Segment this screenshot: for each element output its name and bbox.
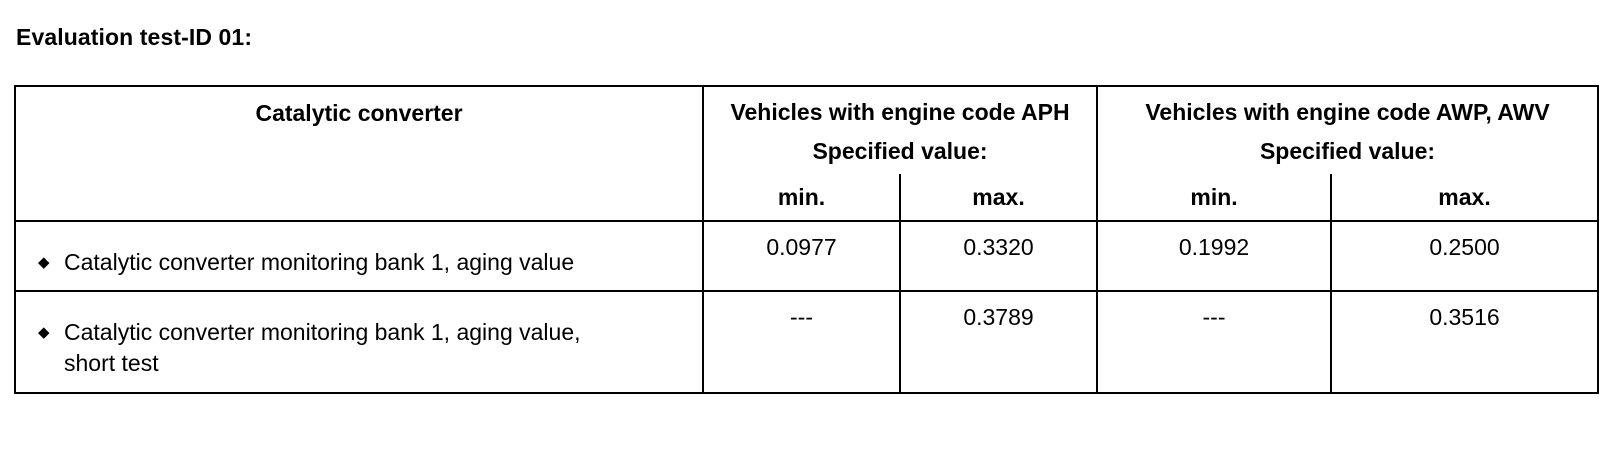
header-engine-code-aph: Vehicles with engine code APH [703, 86, 1097, 128]
header-row-engines [15, 86, 1598, 128]
header-engine-code-awp-awv: Vehicles with engine code AWP, AWV [1097, 86, 1598, 128]
awp-min-value: 0.1992 [1097, 221, 1331, 291]
awp-min-value: --- [1097, 291, 1331, 393]
row-description-cell [15, 221, 703, 291]
aph-min-value: 0.0977 [703, 221, 900, 291]
aph-max-value: 0.3320 [900, 221, 1097, 291]
header-min-aph: min. [703, 174, 900, 221]
header-max-awp: max. [1331, 174, 1598, 221]
diamond-bullet-icon: ◆ [38, 254, 50, 271]
header-max-aph: max. [900, 174, 1097, 221]
row-description: Catalytic converter monitoring bank 1, aging value [64, 249, 575, 275]
table-row [15, 291, 1598, 393]
page-title: Evaluation test-ID 01: [16, 24, 253, 50]
diamond-bullet-icon: ◆ [38, 324, 50, 341]
header-specified-value-awp: Specified value: [1097, 128, 1598, 174]
aph-min-value: --- [703, 291, 900, 393]
aph-max-value: 0.3789 [900, 291, 1097, 393]
awp-max-value: 0.3516 [1331, 291, 1598, 393]
header-catalytic-converter: Catalytic converter [15, 86, 703, 221]
row-description-cell [15, 291, 703, 393]
awp-max-value: 0.2500 [1331, 221, 1598, 291]
header-min-awp: min. [1097, 174, 1331, 221]
header-specified-value-aph: Specified value: [703, 128, 1097, 174]
specification-table [14, 85, 1599, 394]
table-row [15, 221, 1598, 291]
row-description: Catalytic converter monitoring bank 1, aging value, short test [64, 319, 581, 376]
